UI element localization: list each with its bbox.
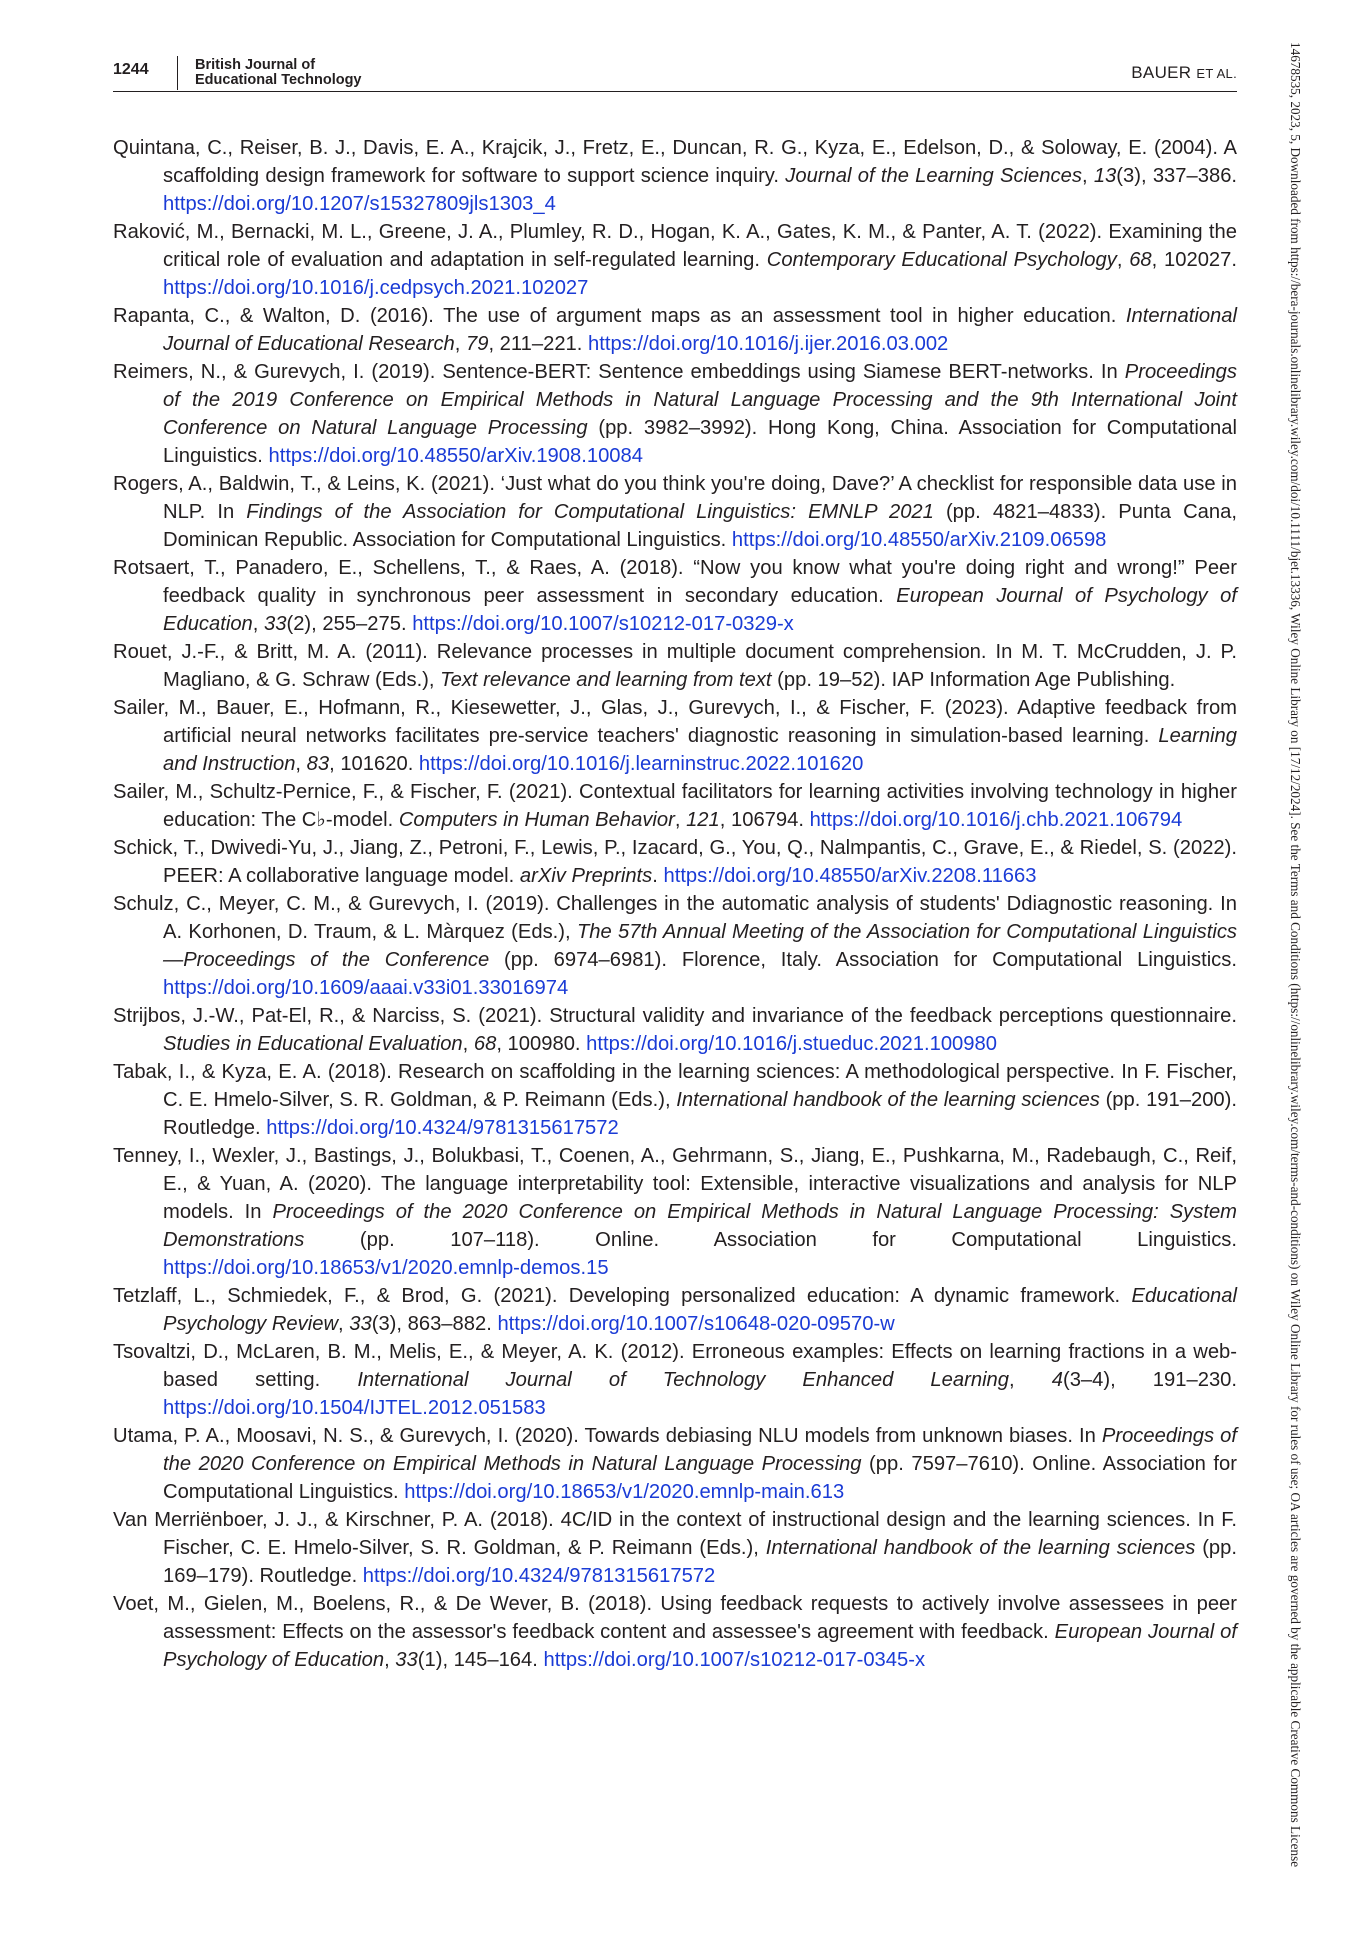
reference-volume: 33 — [395, 1649, 418, 1671]
reference-source: Learning and Instruction — [163, 725, 1237, 775]
reference-doi-link[interactable]: https://doi.org/10.1504/IJTEL.2012.051583 — [163, 1397, 546, 1419]
reference-text: Quintana, C., Reiser, B. J., Davis, E. A., Krajcik, J., Fretz, E., Duncan, R. G., Kyza, E., Edelson, D., & Soloway, E. (2004). A scaffolding design framework for software to support science inquiry. — [113, 137, 1237, 187]
reference-entry — [113, 218, 1237, 302]
reference-source: arXiv Preprints — [519, 865, 653, 887]
reference-doi-link[interactable]: https://doi.org/10.48550/arXiv.2208.11663 — [663, 865, 1037, 887]
reference-details: (2), 255–275. — [286, 613, 407, 635]
reference-doi-link[interactable]: https://doi.org/10.18653/v1/2020.emnlp-main.613 — [404, 1481, 845, 1503]
reference-details: (pp. 4821–4833). Punta Cana, Dominican Republic. Association for Computational Linguistics. — [163, 501, 1237, 551]
reference-details: , 211–221. — [488, 333, 583, 355]
reference-doi-link[interactable]: https://doi.org/10.4324/9781315617572 — [266, 1117, 619, 1139]
reference-entry — [113, 134, 1237, 218]
running-authors-suffix: ET AL. — [1196, 66, 1237, 81]
reference-entry — [113, 834, 1237, 890]
reference-details: , 106794. — [719, 809, 804, 831]
reference-doi-link[interactable]: https://doi.org/10.1016/j.stueduc.2021.100980 — [586, 1033, 997, 1055]
header-rule — [113, 91, 1237, 92]
reference-entry — [113, 1142, 1237, 1282]
reference-text: Sailer, M., Schultz-Pernice, F., & Fischer, F. (2021). Contextual facilitators for learning activities involving technology in higher education: The C♭-model. — [113, 781, 1237, 831]
reference-details: , 102027. — [1151, 249, 1237, 271]
reference-volume: 83 — [306, 753, 330, 775]
reference-source: Studies in Educational Evaluation — [163, 1033, 463, 1055]
reference-separator: , — [454, 333, 466, 355]
reference-text: Voet, M., Gielen, M., Boelens, R., & De Wever, B. (2018). Using feedback requests to actively involve assessees in peer assessment: Effects on the assessor's feedback content and assessee's agreement with feedback. — [113, 1593, 1237, 1643]
reference-details: . — [652, 865, 658, 887]
journal-name — [195, 58, 362, 88]
reference-volume: 68 — [1129, 249, 1152, 271]
reference-source: International Journal of Educational Research — [163, 305, 1237, 355]
running-authors-main: BAUER — [1131, 63, 1192, 82]
reference-source: Contemporary Educational Psychology — [766, 249, 1117, 271]
reference-entry — [113, 358, 1237, 470]
reference-doi-link[interactable]: https://doi.org/10.48550/arXiv.1908.10084 — [268, 445, 643, 467]
reference-entry — [113, 890, 1237, 1002]
reference-source: European Journal of Psychology of Education — [163, 1621, 1237, 1671]
header-divider — [177, 56, 178, 90]
reference-entry — [113, 1422, 1237, 1506]
reference-entry — [113, 638, 1237, 694]
reference-details: , 101620. — [329, 753, 414, 775]
reference-text: Tetzlaff, L., Schmiedek, F., & Brod, G. (2021). Developing personalized education: A dynamic framework. — [113, 1285, 1132, 1307]
reference-entry — [113, 1058, 1237, 1142]
running-authors — [1131, 63, 1237, 83]
reference-details: (pp. 3982–3992). Hong Kong, China. Association for Computational Linguistics. — [163, 417, 1237, 467]
reference-source: Text relevance and learning from text — [440, 669, 772, 691]
reference-separator: , — [252, 613, 265, 635]
reference-doi-link[interactable]: https://doi.org/10.1016/j.ijer.2016.03.002 — [588, 333, 949, 355]
reference-text: Van Merriënboer, J. J., & Kirschner, P. A. (2018). 4C/ID in the context of instructional design and the learning sciences. In F. Fischer, C. E. Hmelo-Silver, S. R. Goldman, & P. Reimann (Eds.), — [113, 1509, 1237, 1559]
reference-doi-link[interactable]: https://doi.org/10.4324/9781315617572 — [362, 1565, 716, 1587]
reference-details: (pp. 191–200). Routledge. — [163, 1089, 1237, 1139]
reference-volume: 121 — [686, 809, 720, 831]
reference-list — [113, 134, 1237, 1674]
reference-details: (pp. 7597–7610). Online. Association for Computational Linguistics. — [163, 1453, 1237, 1503]
reference-text: Tabak, I., & Kyza, E. A. (2018). Research on scaffolding in the learning sciences: A methodological perspective. In F. Fischer, C. E. Hmelo-Silver, S. R. Goldman, & P. Reimann (Eds.), — [113, 1061, 1237, 1111]
reference-doi-link[interactable]: https://doi.org/10.1016/j.chb.2021.106794 — [809, 809, 1183, 831]
reference-separator: , — [295, 753, 307, 775]
reference-text: Schick, T., Dwivedi-Yu, J., Jiang, Z., Petroni, F., Lewis, P., Izacard, G., You, Q., Nalmpantis, C., Grave, E., & Riedel, S. (2022). PEER: A collaborative language model. — [113, 837, 1237, 887]
reference-text: Schulz, C., Meyer, C. M., & Gurevych, I. (2019). Challenges in the automatic analysis of students' Ddiagnostic reasoning. In A. Korhonen, D. Traum, & L. Màrquez (Eds.), — [113, 893, 1237, 943]
journal-name-line2: Educational Technology — [195, 72, 362, 88]
reference-details: (3–4), 191–230. — [1062, 1369, 1238, 1391]
reference-source: Educational Psychology Review — [163, 1285, 1237, 1335]
reference-text: Sailer, M., Bauer, E., Hofmann, R., Kiesewetter, J., Glas, J., Gurevych, I., & Fischer, F. (2023). Adaptive feedback from artificial neural networks facilitates pre-service teachers' diagnostic reasoning in simulation-based learning. — [113, 697, 1237, 747]
reference-doi-link[interactable]: https://doi.org/10.1007/s10212-017-0329-x — [412, 613, 794, 635]
reference-separator: , — [1009, 1369, 1052, 1391]
reference-separator: , — [462, 1033, 474, 1055]
reference-source: Computers in Human Behavior — [398, 809, 675, 831]
page-header — [113, 56, 1237, 90]
reference-text: Rogers, A., Baldwin, T., & Leins, K. (2021). ‘Just what do you think you're doing, Dave?’ A checklist for responsible data use in NLP. In — [113, 473, 1237, 523]
reference-volume: 79 — [466, 333, 489, 355]
reference-entry — [113, 1590, 1237, 1674]
reference-doi-link[interactable]: https://doi.org/10.1609/aaai.v33i01.33016974 — [163, 977, 569, 999]
reference-source: European Journal of Psychology of Education — [163, 585, 1237, 635]
reference-details: (pp. 169–179). Routledge. — [163, 1537, 1237, 1587]
reference-entry — [113, 1338, 1237, 1422]
reference-separator: , — [674, 809, 687, 831]
reference-volume: 13 — [1093, 165, 1117, 187]
reference-text: Tsovaltzi, D., McLaren, B. M., Melis, E., & Meyer, A. K. (2012). Erroneous examples: Effects on learning fractions in a web-based setting. — [113, 1341, 1237, 1391]
reference-text: Raković, M., Bernacki, M. L., Greene, J. A., Plumley, R. D., Hogan, K. A., Gates, K. M., & Panter, A. T. (2022). Examining the critical role of evaluation and adaptation in self-regulated learning. — [113, 221, 1237, 271]
reference-text: Utama, P. A., Moosavi, N. S., & Gurevych, I. (2020). Towards debiasing NLU models from unknown biases. In — [113, 1425, 1102, 1447]
reference-source: Proceedings of the 2019 Conference on Empirical Methods in Natural Language Processing and the 9th International Joint Conference on Natural Language Processing — [163, 361, 1237, 439]
reference-entry — [113, 694, 1237, 778]
reference-text: Rapanta, C., & Walton, D. (2016). The use of argument maps as an assessment tool in higher education. — [113, 305, 1126, 327]
reference-source: Journal of the Learning Sciences — [785, 165, 1082, 187]
reference-doi-link[interactable]: https://doi.org/10.18653/v1/2020.emnlp-demos.15 — [163, 1257, 609, 1279]
reference-volume: 33 — [349, 1313, 372, 1335]
reference-details: (pp. 19–52). IAP Information Age Publishing. — [771, 669, 1176, 691]
reference-doi-link[interactable]: https://doi.org/10.48550/arXiv.2109.06598 — [731, 529, 1107, 551]
reference-source: Proceedings of the 2020 Conference on Empirical Methods in Natural Language Processing — [163, 1425, 1237, 1475]
reference-volume: 68 — [473, 1033, 497, 1055]
reference-details: (3), 337–386. — [1116, 165, 1238, 187]
reference-doi-link[interactable]: https://doi.org/10.1016/j.cedpsych.2021.102027 — [163, 277, 589, 299]
reference-details: (pp. 6974–6981). Florence, Italy. Association for Computational Linguistics. — [489, 949, 1237, 971]
reference-text: Strijbos, J.-W., Pat-El, R., & Narciss, S. (2021). Structural validity and invariance of the feedback perceptions questionnaire. — [113, 1005, 1237, 1027]
reference-details: (3), 863–882. — [371, 1313, 492, 1335]
reference-volume: 33 — [264, 613, 287, 635]
reference-text: Rouet, J.-F., & Britt, M. A. (2011). Relevance processes in multiple document comprehension. In M. T. McCrudden, J. P. Magliano, & G. Schraw (Eds.), — [113, 641, 1237, 691]
reference-entry — [113, 1506, 1237, 1590]
reference-doi-link[interactable]: https://doi.org/10.1007/s10648-020-09570-w — [497, 1313, 895, 1335]
reference-entry — [113, 1282, 1237, 1338]
reference-text: Reimers, N., & Gurevych, I. (2019). Sentence-BERT: Sentence embeddings using Siamese BERT-networks. In — [113, 361, 1125, 383]
reference-entry — [113, 1002, 1237, 1058]
reference-volume: 4 — [1051, 1369, 1063, 1391]
reference-separator: , — [1116, 249, 1130, 271]
reference-doi-link[interactable]: https://doi.org/10.1207/s15327809jls1303_4 — [163, 193, 556, 215]
reference-source: International Journal of Technology Enhanced Learning — [357, 1369, 1010, 1391]
reference-separator: , — [338, 1313, 350, 1335]
reference-source: International handbook of the learning sciences — [676, 1089, 1100, 1111]
reference-entry — [113, 470, 1237, 554]
reference-details: , 100980. — [496, 1033, 581, 1055]
reference-text: Tenney, I., Wexler, J., Bastings, J., Bolukbasi, T., Coenen, A., Gehrmann, S., Jiang, E., Pushkarna, M., Radebaugh, C., Reif, E., & Yuan, A. (2020). The language interpretability tool: Extensible, interactive visualizations and analysis for NLP models. In — [113, 1145, 1237, 1223]
reference-doi-link[interactable]: https://doi.org/10.1007/s10212-017-0345-x — [543, 1649, 926, 1671]
side-download-notice: 14678535, 2023, 5, Downloaded from https://bera-journals.onlinelibrary.wiley.com/doi/10.1111/bjet.13336, Wiley Online Library on [17/12/2024]. See the Terms and Conditions (https://onlinelibrary.wiley.com/terms-and-conditions) on Wiley Online Library for rules of use; OA articles are governed by the applicable Creative Commons License — [1288, 42, 1303, 1868]
reference-text: Rotsaert, T., Panadero, E., Schellens, T., & Raes, A. (2018). “Now you know what you're doing right and wrong!” Peer feedback quality in synchronous peer assessment in secondary education. — [113, 557, 1237, 607]
reference-details: (1), 145–164. — [417, 1649, 538, 1671]
reference-doi-link[interactable]: https://doi.org/10.1016/j.learninstruc.2022.101620 — [418, 753, 864, 775]
reference-separator: , — [1081, 165, 1094, 187]
journal-name-line1: British Journal of — [195, 57, 316, 73]
page-number: 1244 — [113, 61, 149, 78]
reference-source: Findings of the Association for Computational Linguistics: EMNLP 2021 — [246, 501, 934, 523]
reference-entry — [113, 302, 1237, 358]
reference-entry — [113, 554, 1237, 638]
reference-source: Proceedings of the 2020 Conference on Empirical Methods in Natural Language Processing: System Demonstrations — [163, 1201, 1237, 1251]
reference-details: (pp. 107–118). Online. Association for Computational Linguistics. — [304, 1229, 1237, 1251]
reference-entry — [113, 778, 1237, 834]
reference-separator: , — [384, 1649, 396, 1671]
reference-source: The 57th Annual Meeting of the Association for Computational Linguistics—Proceedings of the Conference — [163, 921, 1238, 971]
reference-source: International handbook of the learning sciences — [765, 1537, 1196, 1559]
